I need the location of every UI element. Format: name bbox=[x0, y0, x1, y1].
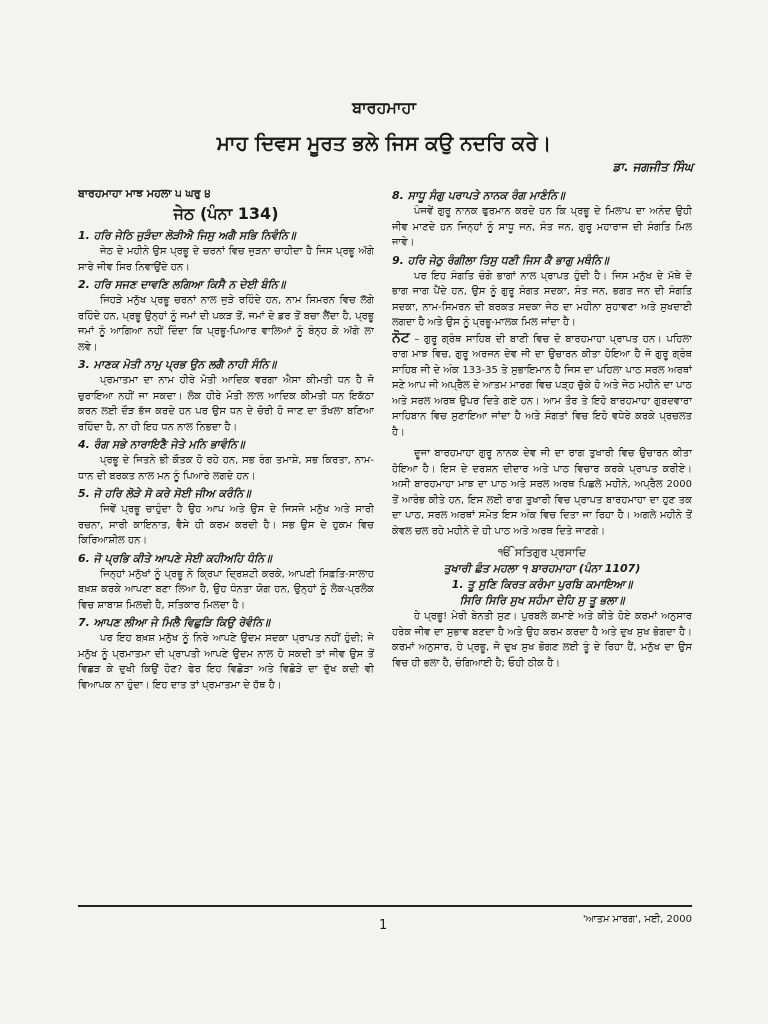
page-title: ਮਾਹ ਦਿਵਸ ਮੂਰਤ ਭਲੇ ਜਿਸ ਕਉ ਨਦਰਿ ਕਰੇ। bbox=[216, 131, 552, 155]
note-paragraph bbox=[392, 331, 692, 441]
verse-8: 8. ਸਾਧੂ ਸੰਗੁ ਪਰਾਪਤੇ ਨਾਨਕ ਰੰਗ ਮਾਣੰਨਿ॥ bbox=[392, 189, 565, 202]
verse-1: 1. ਹਰਿ ਜੇਠਿ ਜੁੜੰਦਾ ਲੋੜੀਐ ਜਿਸੁ ਅਗੈ ਸਭਿ ਨਿਵੰਨਿ॥ bbox=[78, 229, 296, 242]
footer-rule bbox=[78, 905, 692, 907]
verse-5: 5. ਜੋ ਹਰਿ ਲੋੜੇ ਸੋ ਕਰੇ ਸੋਈ ਜੀਅ ਕਰੰਨਿ॥ bbox=[78, 487, 251, 500]
verse-1b: ਸਿਰਿ ਸਿਰਿ ਸੁਖ ਸਹੰਮਾ ਦੇਹਿ ਸੁ ਤੂ ਭਲਾ॥ bbox=[459, 594, 625, 607]
paragraph-4: ਪ੍ਰਭੂ ਦੇ ਜਿਤਨੇ ਭੀ ਕੌਤਕ ਹੋ ਰਹੇ ਹਨ, ਸਭ ਰੰਗ ਤਮਾਸ਼ੇ, ਸਭ ਕਿਰਤਾ, ਨਾਮ-ਧਾਨ ਦੀ ਬਰਕਤ ਨਾਲ ਮਨ ਨੂੰ ਪਿਆਰੇ ਲਗਦੇ ਹਨ। bbox=[78, 455, 374, 482]
paragraph-2: ਜਿਹੜੇ ਮਨੁੱਖ ਪ੍ਰਭੂ ਚਰਨਾਂ ਨਾਲ ਜੁੜੇ ਰਹਿੰਦੇ ਹਨ, ਨਾਮ ਸਿਮਰਨ ਵਿਚ ਲੱਗੇ ਰਹਿੰਦੇ ਹਨ, ਪ੍ਰਭੂ ਉਨ੍ਹਾਂ ਨੂੰ ਜਮਾਂ ਦੀ ਪਕੜ ਤੋਂ, ਜਮਾਂ ਦੇ ਡਰ ਤੋਂ ਬਚਾ ਲੈਂਦਾ ਹੈ, ਪ੍ਰਭੂ ਜਮਾਂ ਨੂੰ ਆਗਿਆ ਨਹੀਂ ਦਿੰਦਾ ਕਿ ਪ੍ਰਭੂ-ਪਿਆਰ ਵਾਲਿਆਂ ਨੂੰ ਬੰਨ੍ਹ ਕੇ ਅੱਗੇ ਲਾ ਲਵੇ। bbox=[78, 295, 374, 353]
paragraph-10: ਦੂਜਾ ਬਾਰਹਮਾਹਾ ਗੁਰੂ ਨਾਨਕ ਦੇਵ ਜੀ ਦਾ ਰਾਗ ਤੁਖਾਰੀ ਵਿਚ ਉਚਾਰਨ ਕੀਤਾ ਹੋਇਆ ਹੈ। ਇਸ ਦੇ ਦਰਸ਼ਨ ਦੀਦਾਰ ਅਤੇ ਪਾਠ ਵਿਚਾਰ ਕਰਕੇ ਪ੍ਰਾਪਤ ਕਰੀਏ। ਅਸੀ ਬਾਰਹਮਾਹਾ ਮਾਝ ਦਾ ਪਾਠ ਅਤੇ ਸਰਲ ਅਰਥ ਪਿਛਲੇ ਮਹੀਨੇ, ਅਪ੍ਰੈਲ 2000 ਤੋਂ ਆਰੰਭ ਕੀਤੇ ਹਨ, ਇਸ ਲਈ ਰਾਗ ਤੁਖਾਰੀ ਵਿਚ ਪ੍ਰਾਪਤ ਬਾਰਹਮਾਹਾ ਦਾ ਹੁਣ ਤਕ ਦਾ ਪਾਠ, ਸਰਲ ਅਰਥਾਂ ਸਮੇਤ ਇਸ ਅੰਕ ਵਿਚ ਦਿਤਾ ਜਾ ਰਿਹਾ ਹੈ। ਅਗਲੇ ਮਹੀਨੇ ਤੋਂ ਕੇਵਲ ਚਲ ਰਹੇ ਮਹੀਨੇ ਦੇ ਹੀ ਪਾਠ ਅਤੇ ਅਰਥ ਦਿਤੇ ਜਾਣਗੇ। bbox=[392, 448, 692, 537]
section-heading: ਜੇਠ (ਪੰਨਾ 134) bbox=[173, 204, 279, 223]
verse-9: 9. ਹਰਿ ਜੇਠੁ ਰੰਗੀਲਾ ਤਿਸੁ ਧਣੀ ਜਿਸ ਕੈ ਭਾਗੁ ਮਥੰਨਿ॥ bbox=[392, 253, 609, 267]
paragraph-3: ਪ੍ਰਮਾਤਮਾ ਦਾ ਨਾਮ ਹੀਰੇ ਮੋਤੀ ਆਦਿਕ ਵਰਗਾ ਐਸਾ ਕੀਮਤੀ ਧਨ ਹੈ ਜੋ ਚੁਰਾਇਆ ਨਹੀਂ ਜਾ ਸਕਦਾ। ਲੋਕ ਹੀਰੇ ਮੋਤੀ ਲਾਲ ਆਦਿਕ ਕੀਮਤੀ ਧਨ ਇਕੱਠਾ ਕਰਨ ਲਈ ਦੌੜ ਭੱਜ ਕਰਦੇ ਹਨ ਪਰ ਉਸ ਧਨ ਦੇ ਚੋਰੀ ਹੋ ਜਾਣ ਦਾ ਤੌਖਲਾ ਬਣਿਆ ਰਹਿੰਦਾ ਹੈ, ਨਾ ਹੀ ਇਹ ਧਨ ਨਾਲ ਨਿਭਦਾ ਹੈ। bbox=[78, 375, 374, 433]
note-label: ਨੋਟ bbox=[392, 329, 410, 346]
author-name: ਡਾ. ਜਗਜੀਤ ਸਿੰਘ bbox=[612, 160, 693, 174]
left-column bbox=[78, 186, 374, 896]
page-subtitle: ਬਾਰਹਮਾਹਾ bbox=[352, 98, 416, 117]
paragraph-8: ਪੰਜਵੇਂ ਗੁਰੂ ਨਾਨਕ ਫੁਰਮਾਨ ਕਰਦੇ ਹਨ ਕਿ ਪ੍ਰਭੂ ਦੇ ਮਿਲਾਪ ਦਾ ਅਨੰਦ ਉਹੀ ਜੀਵ ਮਾਣਦੇ ਹਨ ਜਿਨ੍ਹਾਂ ਨੂੰ ਸਾਧੂ ਜਨ, ਸੰਤ ਜਨ, ਗੁਰੂ ਮਹਾਰਾਜ ਦੀ ਸੰਗਤਿ ਮਿਲ ਜਾਵੇ। bbox=[392, 206, 692, 248]
paragraph-7: ਪਰ ਇਹ ਬਖ਼ਸ਼ ਮਨੁੱਖ ਨੂੰ ਨਿਰੇ ਆਪਣੇ ਉਦਮ ਸਦਕਾ ਪ੍ਰਾਪਤ ਨਹੀਂ ਹੁੰਦੀ; ਜੇ ਮਨੁੱਖ ਨੂੰ ਪ੍ਰਮਾਤਮਾ ਦੀ ਪ੍ਰਾਪਤੀ ਆਪਣੇ ਉਦਮ ਨਾਲ ਹੋ ਸਕਦੀ ਤਾਂ ਜੀਵ ਉਸ ਤੋਂ ਵਿਛੜ ਕੇ ਦੁਖੀ ਕਿਉਂ ਹੋਣ? ਫੇਰ ਇਹ ਵਿਛੋੜਾ ਅਤੇ ਵਿਛੋੜੇ ਦਾ ਦੁੱਖ ਕਦੀ ਵੀ ਵਿਆਪਕ ਨਾ ਹੁੰਦਾ। ਇਹ ਦਾਤ ਤਾਂ ਪ੍ਰਮਾਤਮਾ ਦੇ ਹੱਥ ਹੈ। bbox=[78, 633, 374, 691]
composition-line: ਬਾਰਹਮਾਹਾ ਮਾਝ ਮਹਲਾ ੫ ਘਰੁ ੪ bbox=[78, 187, 211, 200]
verse-3: 3. ਮਾਣਕ ਮੋਤੀ ਨਾਮੁ ਪ੍ਰਭ ਉਨ ਲਗੈ ਨਾਹੀ ਸੰਨਿ॥ bbox=[78, 358, 277, 371]
verse-1a: 1. ਤੂ ਸੁਣਿ ਕਿਰਤ ਕਰੰਮਾ ਪੁਰਬਿ ਕਮਾਇਆ॥ bbox=[451, 578, 633, 591]
verse-7: 7. ਆਪਣ ਲੀਆ ਜੇ ਮਿਲੈ ਵਿਛੁੜਿ ਕਿਉ ਰੋਵੰਨਿ॥ bbox=[78, 616, 270, 629]
page-number: 1 bbox=[379, 918, 388, 933]
paragraph-6: ਜਿਨ੍ਹਾਂ ਮਨੁੱਖਾਂ ਨੂੰ ਪ੍ਰਭੂ ਨੇ ਕ੍ਰਿਪਾ ਦ੍ਰਿਸ਼ਟੀ ਕਰਕੇ, ਆਪਣੀ ਸਿਫ਼ਤਿ-ਸਾਲਾਹ ਬਖ਼ਸ਼ ਕਰਕੇ ਆਪਣਾ ਬਣਾ ਲਿਆ ਹੈ, ਉਹ ਧੰਨਤਾ ਯੋਗ ਹਨ, ਉਨ੍ਹਾਂ ਨੂੰ ਲੋਕ-ਪ੍ਰਲੋਕ ਵਿਚ ਸ਼ਾਬਾਸ਼ ਮਿਲਦੀ ਹੈ, ਸਤਿਕਾਰ ਮਿਲਦਾ ਹੈ। bbox=[78, 568, 374, 611]
mool-mantar-line: ੴ ਸਤਿਗੁਰ ਪ੍ਰਸਾਦਿ bbox=[498, 546, 586, 559]
note-text: – ਗੁਰੂ ਗ੍ਰੰਥ ਸਾਹਿਬ ਦੀ ਬਾਣੀ ਵਿਚ ਦੋ ਬਾਰਹਮਾਹਾ ਪ੍ਰਾਪਤ ਹਨ। ਪਹਿਲਾ ਰਾਗ ਮਾਝ ਵਿਚ, ਗੁਰੂ ਅਰਜਨ ਦੇਵ ਜੀ ਦਾ ਉਚਾਰਨ ਕੀਤਾ ਹੋਇਆ ਹੈ ਜੋ ਗੁਰੂ ਗ੍ਰੰਥ ਸਾਹਿਬ ਜੀ ਦੇ ਅੰਕ 133-35 ਤੇ ਸੁਭਾਇਮਾਨ ਹੈ ਜਿਸ ਦਾ ਪਹਿਲਾ ਪਾਠ ਸਰਲ ਅਰਥਾਂ ਸਣੇ ਆਪ ਜੀ ਅਪ੍ਰੈਲ ਦੇ ਆਤਮ ਮਾਰਗ ਵਿਚ ਪੜ੍ਹ ਚੁੱਕੇ ਹੋ ਅਤੇ ਜੇਠ ਮਹੀਨੇ ਦਾ ਪਾਠ ਅਤੇ ਸਰਲ ਅਰਥ ਉਪਰ ਦਿਤੇ ਗਏ ਹਨ। ਆਮ ਤੌਰ ਤੇ ਇਹੋ ਬਾਰਹਮਾਹਾ ਗੁਰਦਵਾਰਾ ਸਾਹਿਬਾਨ ਵਿਚ ਸੁਣਾਇਆ ਜਾਂਦਾ ਹੈ ਅਤੇ ਸੰਗਤਾਂ ਵਿਚ ਇਹੋ ਵਧੇਰੇ ਕਰਕੇ ਪ੍ਰਚਲਤ ਹੈ। bbox=[392, 333, 692, 438]
verse-2: 2. ਹਰਿ ਸਜਣ ਦਾਵਣਿ ਲਗਿਆ ਕਿਸੈ ਨ ਦੇਈ ਬੰਨਿ॥ bbox=[78, 278, 286, 291]
verse-6: 6. ਜੋ ਪ੍ਰਭਿ ਕੀਤੇ ਆਪਣੇ ਸੇਈ ਕਹੀਅਹਿ ਧੰਨਿ॥ bbox=[78, 551, 272, 565]
verse-4: 4. ਰੰਗ ਸਭੇ ਨਾਰਾਇਣੈ ਜੇਤੇ ਮਨਿ ਭਾਵੰਨਿ॥ bbox=[78, 438, 245, 451]
paragraph-11: ਹੇ ਪ੍ਰਭੂ! ਮੇਰੀ ਬੇਨਤੀ ਸੁਣ। ਪੁਰਬਲੇ ਕਮਾਏ ਅਤੇ ਕੀਤੇ ਹੋਏ ਕਰਮਾਂ ਅਨੁਸਾਰ ਹਰੇਕ ਜੀਵ ਦਾ ਸੁਭਾਵ ਬਣਦਾ ਹੈ ਅਤੇ ਉਹ ਕਰਮ ਕਰਦਾ ਹੈ ਅਤੇ ਦੁਖ ਸੁਖ ਭੋਗਦਾ ਹੈ। ਕਰਮਾਂ ਅਨੁਸਾਰ, ਹੇ ਪ੍ਰਭੂ, ਜੋ ਦੁਖ ਸੁਖ ਭੋਗਣ ਲਈ ਤੂੰ ਦੇ ਰਿਹਾ ਹੈਂ, ਮਨੁੱਖ ਦਾ ਉਸ ਵਿਚ ਹੀ ਭਲਾ ਹੈ, ਚੰਗਿਆਈ ਹੈ; ਓਹੀ ਠੀਕ ਹੈ। bbox=[392, 611, 692, 669]
paragraph-1: ਜੇਠ ਦੇ ਮਹੀਨੇ ਉਸ ਪ੍ਰਭੂ ਦੇ ਚਰਨਾਂ ਵਿਚ ਜੁੜਨਾ ਚਾਹੀਦਾ ਹੈ ਜਿਸ ਪ੍ਰਭੂ ਅੱਗੇ ਸਾਰੇ ਜੀਵ ਸਿਰ ਨਿਵਾਉਂਦੇ ਹਨ। bbox=[78, 246, 374, 273]
paragraph-5: ਜਿਵੇਂ ਪ੍ਰਭੂ ਚਾਹੁੰਦਾ ਹੈ ਉਹ ਆਪ ਅਤੇ ਉਸ ਦੇ ਜਿਸਜੇ ਮਨੁੱਖ ਅਤੇ ਸਾਰੀ ਰਚਨਾ, ਸਾਰੀ ਕਾਇਨਾਤ, ਵੈਸੇ ਹੀ ਕਰਮ ਕਰਦੀ ਹੈ। ਸਭ ਉਸ ਦੇ ਹੁਕਮ ਵਿਚ ਕਿਰਿਆਸ਼ੀਲ ਹਨ। bbox=[78, 504, 374, 546]
paragraph-9: ਪਰ ਇਹ ਸੰਗਤਿ ਚੰਗੇ ਭਾਗਾਂ ਨਾਲ ਪ੍ਰਾਪਤ ਹੁੰਦੀ ਹੈ। ਜਿਸ ਮਨੁੱਖ ਦੇ ਮੱਥੇ ਦੇ ਭਾਗ ਜਾਗ ਪੈਂਦੇ ਹਨ, ਉਸ ਨੂੰ ਗੁਰੂ ਸੰਗਤ ਸਦਕਾ, ਸੰਤ ਜਨ, ਭਗਤ ਜਨ ਦੀ ਸੰਗਤਿ ਸਦਕਾ, ਨਾਮ-ਸਿਮਰਨ ਦੀ ਬਰਕਤ ਸਦਕਾ ਜੇਠ ਦਾ ਮਹੀਨਾ ਸੁਹਾਵਣਾ ਅਤੇ ਸੁਖਦਾਈ ਲਗਦਾ ਹੈ ਅਤੇ ਉਸ ਨੂੰ ਪ੍ਰਭੂ-ਮਾਲਕ ਮਿਲ ਜਾਂਦਾ ਹੈ। bbox=[392, 270, 692, 328]
right-column bbox=[392, 186, 692, 896]
publication-source: 'ਆਤਮ ਮਾਰਗ', ਮਈ, 2000 bbox=[582, 914, 692, 925]
tukhari-heading: ਤੁਖਾਰੀ ਛੰਤ ਮਹਲਾ ੧ ਬਾਰਹਮਾਹਾ (ਪੰਨਾ 1107) bbox=[443, 562, 641, 575]
